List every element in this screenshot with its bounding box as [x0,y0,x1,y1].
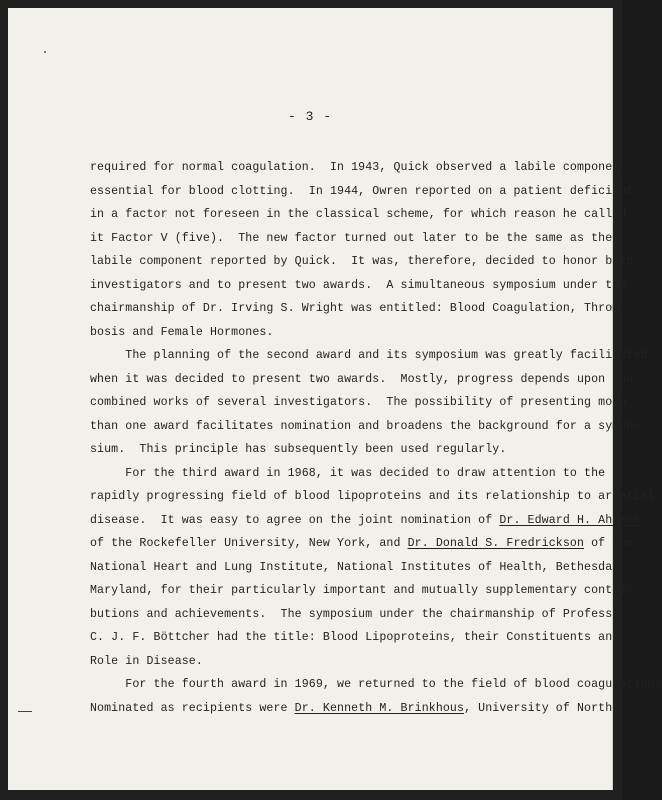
text-line [90,579,634,603]
text-line [90,532,634,556]
line-text: C. J. F. Böttcher had the title: Blood Lipoproteins, their Constituents and [90,631,620,644]
line-text: chairmanship of Dr. Irving S. Wright was entitled: Blood Coagulation, Throm- [90,302,627,315]
text-line [90,509,641,533]
line-text: it Factor V (five). The new factor turned out later to be the same as the [90,231,613,245]
line-text: For the fourth award in 1969, we returned to the field of blood coagulation. [90,678,662,691]
text-line [90,438,590,462]
line-text: sium. This principle has subsequently been used regularly. [90,443,507,456]
line-text: when it was decided to present two awards. Mostly, progress depends upon the [90,372,634,386]
line-text: required for normal coagulation. In 1943, Quick observed a labile component [90,161,627,174]
text-line [90,250,634,274]
line-text: essential for blood clotting. In 1944, Owren reported on a patient deficient [90,184,634,198]
text-line [90,626,620,650]
text-line [90,344,648,368]
text-line [90,603,627,627]
page-number: - 3 - [287,109,332,124]
margin-mark [18,711,32,712]
line-text: combined works of several investigators. The possibility of presenting more [90,396,627,409]
text-line [90,650,590,674]
paragraph [90,344,648,462]
text-line [90,485,655,509]
text-line [90,673,662,697]
paragraph [90,673,662,720]
text-line [90,462,606,486]
document-page [8,8,662,790]
text-line [90,391,627,415]
line-text: Role in Disease. [90,654,203,668]
line-text: bosis and Female Hormones. [90,325,274,339]
line-text: The planning of the second award and its symposium was greatly facilitated [90,349,648,362]
text-line [90,321,590,345]
underlined-name: Dr. Donald S. Fredrickson [407,537,585,550]
line-text: than one award facilitates nomination and broadens the background for a sympo- [90,419,641,433]
text-line [90,274,627,298]
text-line [90,156,627,180]
text-line [90,180,634,204]
paragraph [90,462,655,674]
line-text: butions and achievements. The symposium under the chairmanship of Professor [90,607,627,621]
text-line [90,415,641,439]
line-text: For the third award in 1968, it was decided to draw attention to the [90,466,606,480]
line-text: National Heart and Lung Institute, National Institutes of Health, Bethesda, [90,560,620,574]
text-line [90,697,613,721]
text-line [90,368,634,392]
line-text: of the Rockefeller University, New York, and [90,537,408,550]
line-text: investigators and to present two awards. A simultaneous symposium under the [90,278,627,292]
line-text-after: , University of North [464,701,613,715]
text-line [90,556,620,580]
text-line [90,203,627,227]
line-text: labile component reported by Quick. It was, therefore, decided to honor both [90,255,634,268]
line-text: rapidly progressing field of blood lipoproteins and its relationship to arterial [90,490,655,503]
underlined-name: Dr. Edward H. Ahrens [499,513,641,527]
underlined-name: Dr. Kenneth M. Brinkhous [294,701,465,715]
line-text: Nominated as recipients were [90,701,295,715]
paragraph [90,156,634,344]
text-line [90,297,627,321]
line-text: in a factor not foreseen in the classical scheme, for which reason he called [90,208,627,221]
paper-speck [44,51,46,53]
text-line [90,227,613,251]
line-text: disease. It was easy to agree on the joint nomination of [90,513,500,527]
line-text: Maryland, for their particularly important and mutually supplementary contri- [90,584,634,597]
body-text [90,156,662,720]
line-text-after: of the [584,537,634,550]
